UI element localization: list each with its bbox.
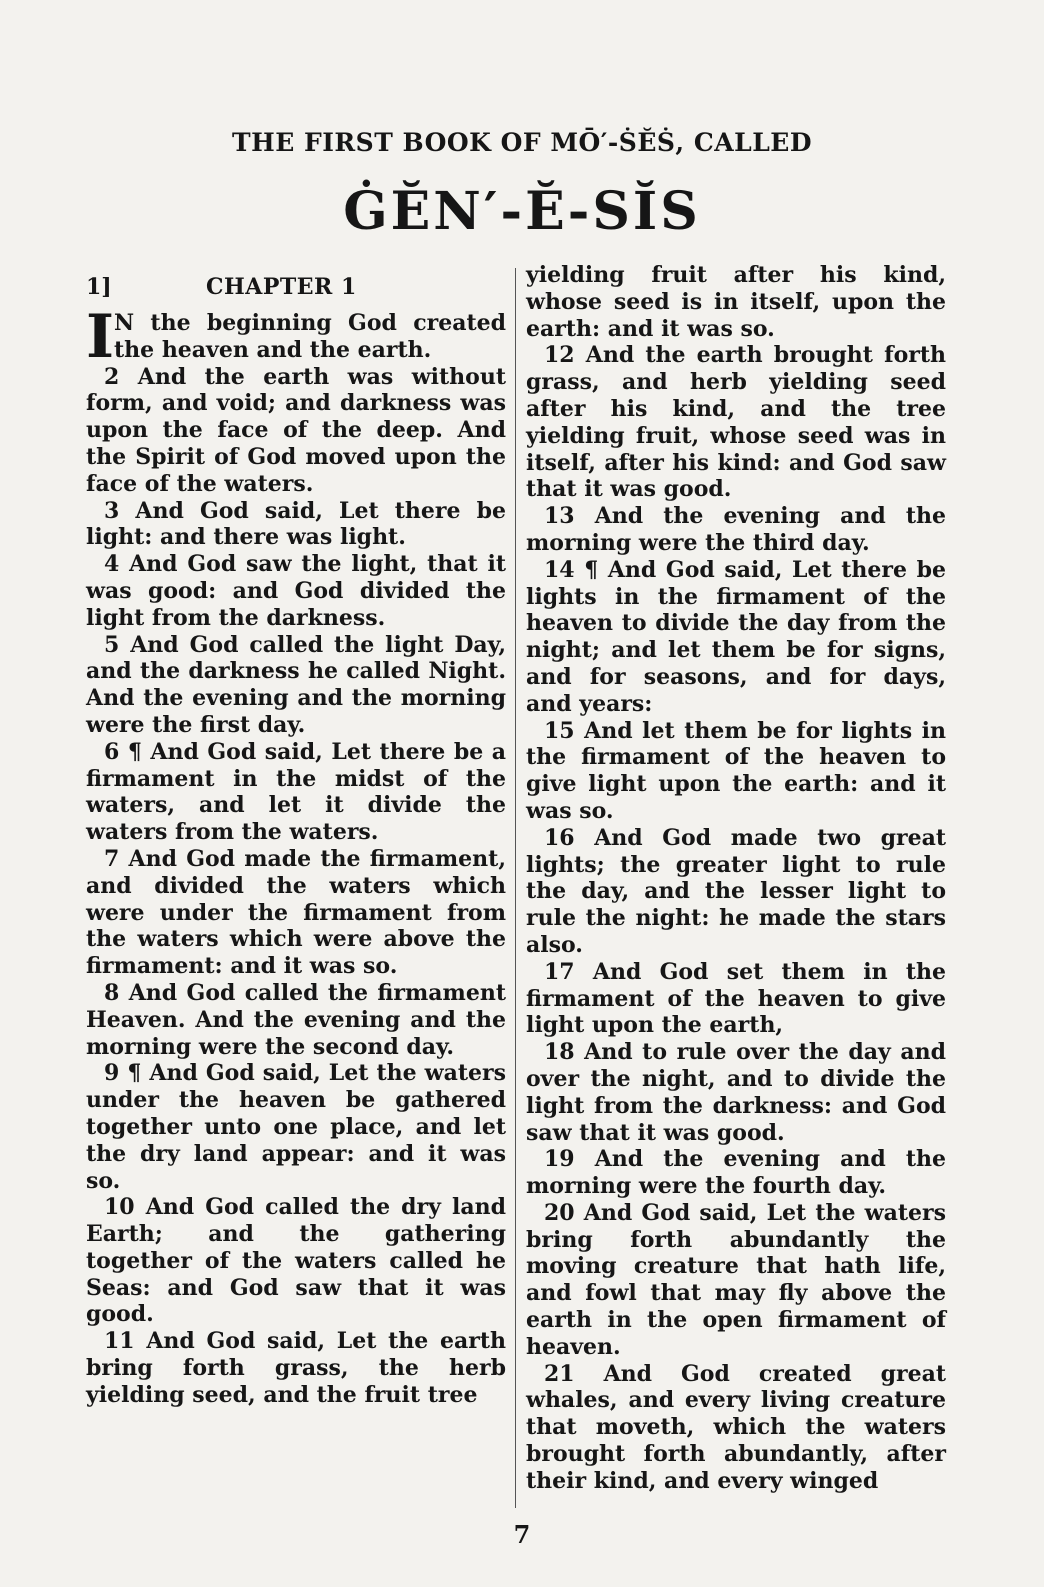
column-divider bbox=[515, 268, 516, 1508]
chapter-heading-line bbox=[86, 262, 506, 302]
verse: 5 And God called the light Day, and the darkness he called Night. And the evening and the morning were the first day. bbox=[86, 631, 506, 738]
right-column bbox=[526, 262, 946, 1497]
verse: 19 And the evening and the morning were the fourth day. bbox=[526, 1146, 946, 1200]
verse: 8 And God called the firmament Heaven. And the evening and the morning were the second day. bbox=[86, 979, 506, 1060]
verse: 11 And God said, Let the earth bring forth grass, the herb yielding seed, and the fruit tree bbox=[86, 1328, 506, 1408]
verse: 15 And let them be for lights in the firmament of the heaven to give light upon the earth: and it was so. bbox=[526, 717, 946, 824]
verse: 20 And God said, Let the waters bring forth abundantly the moving creature that hath life, and fowl that may fly above the earth in the open firmament of heaven. bbox=[526, 1199, 946, 1360]
left-column bbox=[86, 262, 506, 1497]
verse: 17 And God set them in the firmament of the heaven to give light upon the earth, bbox=[526, 958, 946, 1039]
book-subtitle: THE FIRST BOOK OF MŌ′-ṠĔṠ, CALLED bbox=[231, 128, 813, 157]
verse: 13 And the evening and the morning were the third day. bbox=[526, 503, 946, 556]
page-number: 7 bbox=[513, 1520, 531, 1549]
verse: 3 And God said, Let there be light: and there was light. bbox=[86, 497, 506, 551]
verse-text: N the beginning God created the heaven and the earth. bbox=[114, 310, 506, 363]
verse: 7 And God made the firmament, and divided the waters which were under the firmament from the waters which were above the firmament: and it was so. bbox=[86, 845, 506, 980]
verse: 2 And the earth was without form, and void; and darkness was upon the face of the deep. And the Spirit of God moved upon the face of the waters. bbox=[86, 363, 506, 497]
verse: 14 ¶ And God said, Let there be lights in the firmament of the heaven to divide the day from the night; and let them be for signs, and for seasons, and for days, and years: bbox=[526, 556, 946, 717]
verse-1 bbox=[86, 302, 506, 372]
right-verses bbox=[526, 262, 946, 1495]
verse: 18 And to rule over the day and over the night, and to divide the light from the darkness: and God saw that it was good. bbox=[526, 1039, 946, 1146]
verse-continuation: yielding fruit after his kind, whose seed is in itself, upon the earth: and it was so. bbox=[526, 262, 946, 342]
left-verses bbox=[86, 364, 506, 1409]
verse: 6 ¶ And God said, Let there be a firmament in the midst of the waters, and let it divide the waters from the waters. bbox=[86, 738, 506, 846]
chapter-marker: 1] bbox=[86, 274, 112, 300]
verse: 9 ¶ And God said, Let the waters under the heaven be gathered together unto one place, and let the dry land appear: and it was so. bbox=[86, 1060, 506, 1194]
chapter-heading: CHAPTER 1 bbox=[206, 274, 357, 300]
verse: 10 And God called the dry land Earth; and the gathering together of the waters called he Seas: and God saw that it was good. bbox=[86, 1194, 506, 1328]
drop-cap: I bbox=[86, 302, 115, 372]
verse: 4 And God saw the light, that it was good: and God divided the light from the darkness. bbox=[86, 551, 506, 631]
book-title: ĠĔN′-Ĕ-SĬS bbox=[343, 181, 701, 242]
verse: 16 And God made two great lights; the greater light to rule the day, and the lesser light to rule the night: he made the stars also. bbox=[526, 824, 946, 958]
verse: 21 And God created great whales, and every living creature that moveth, which the waters brought forth abundantly, after their kind, and every winged bbox=[526, 1360, 946, 1494]
verse: 12 And the earth brought forth grass, and herb yielding seed after his kind, and the tree yielding fruit, whose seed was in itself, after his kind: and God saw that it was good. bbox=[526, 342, 946, 503]
